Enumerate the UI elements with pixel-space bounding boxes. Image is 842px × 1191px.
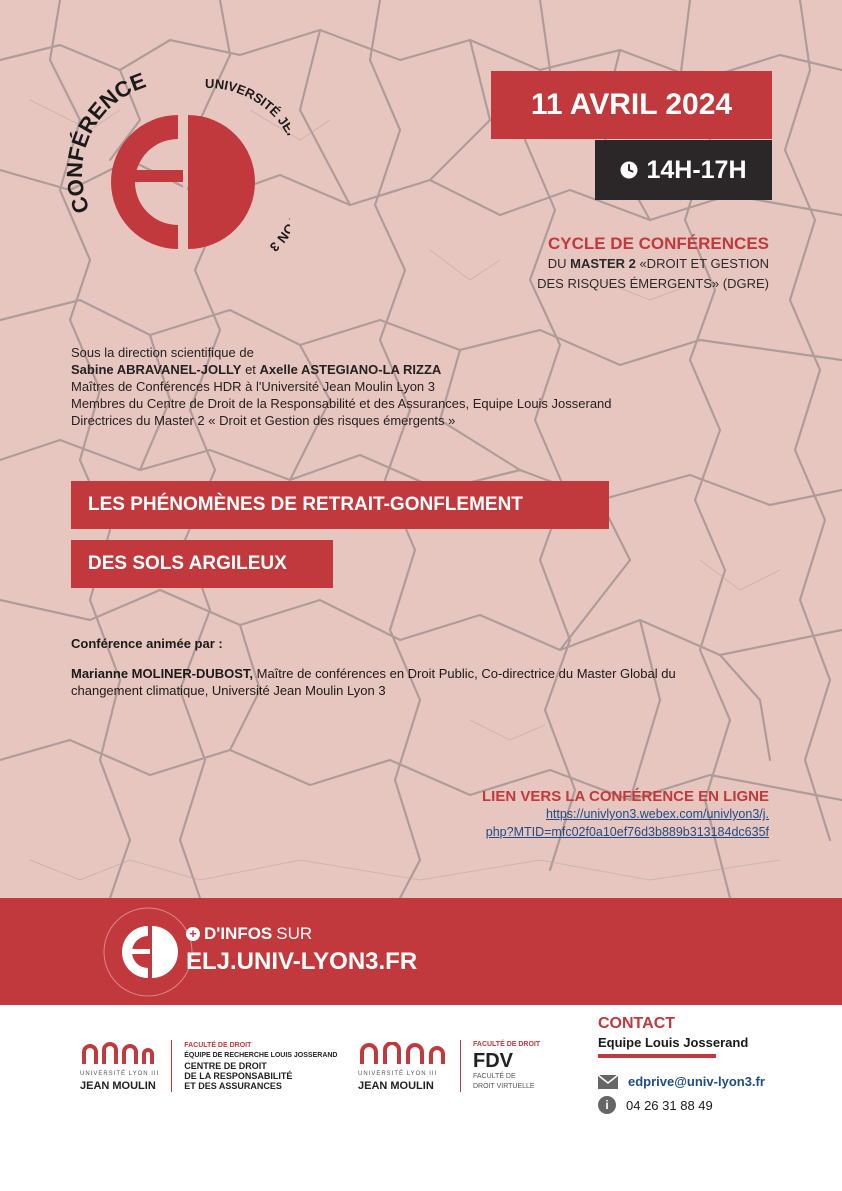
contact-email-row [598,1074,765,1089]
um-name-label: JEAN MOULIN [80,1079,156,1092]
event-time-label: 14H-17H [646,155,747,184]
online-link-url-2[interactable]: php?MTID=mfc02f0a10ef76d3b889b313184dc635f [485,825,769,839]
jean-moulin-mark-icon [80,1042,156,1066]
p2-faculty: FACULTÉ DE DROIT [473,1041,541,1048]
clock-icon [620,161,638,179]
online-link-title: LIEN VERS LA CONFÉRENCE EN LIGNE [482,788,769,805]
scientific-direction [71,344,612,429]
more-info-bold: D'INFOS [204,924,273,943]
direction-intro: Sous la direction scientifique de [71,345,254,360]
jean-moulin-logo [80,1042,159,1091]
cycle-line-1: DU MASTER 2 «DROIT ET GESTION [547,256,769,271]
partner-logo-fdv [358,1040,540,1092]
contact-title: CONTACT [598,1015,676,1032]
um-sub-label: UNIVERSITÉ LYON III [80,1070,160,1077]
direction-line-5: Directrices du Master 2 « Droit et Gestion des risques émergents » [71,413,456,428]
cycle-line-2: DES RISQUES ÉMERGENTS» (DGRE) [537,276,769,291]
direction-line-3: Maîtres de Conférences HDR à l'Université Jean Moulin Lyon 3 [71,379,435,394]
online-conference-link [482,788,769,841]
logo-arc-top-text: CONFÉRENCE [61,67,150,217]
jean-moulin-logo-2 [358,1042,448,1091]
plus-icon: + [186,927,200,941]
contact-phone-row [598,1096,713,1114]
contact-email[interactable]: edprive@univ-lyon3.fr [628,1074,765,1089]
contact-team: Equipe Louis Josserand [598,1035,749,1050]
conference-title-line-2: DES SOLS ARGILEUX [71,540,333,588]
direction-line-4: Membres du Centre de Droit de la Responsabilité et des Assurances, Equipe Louis Josserand [71,396,612,411]
cycle-title: CYCLE DE CONFÉRENCES [547,234,769,253]
p1-line-2: DE LA RESPONSABILITÉ [184,1071,293,1081]
envelope-icon [598,1075,618,1089]
online-link-url-1[interactable]: https://univlyon3.webex.com/univlyon3/j. [545,807,769,821]
website-link[interactable]: ELJ.UNIV-LYON3.FR [186,948,418,975]
more-info-line [186,924,312,944]
p2-fdv: FDV [473,1050,513,1072]
p1-line-3: ET DES ASSURANCES [184,1081,282,1091]
conference-cycle [537,234,769,294]
contact-phone: 04 26 31 88 49 [626,1097,713,1113]
p2-line-2: DROIT VIRTUELLE [473,1083,535,1090]
partner-divider [171,1040,172,1092]
p1-team: ÉQUIPE DE RECHERCHE LOUIS JOSSERAND [184,1052,338,1059]
more-info-thin: SUR [276,924,313,943]
p2-line-1: FACULTÉ DE [473,1073,516,1080]
host-label: Conférence animée par : [71,636,223,651]
p1-line-1: CENTRE DE DROIT [184,1061,267,1071]
info-icon: i [598,1096,616,1114]
direction-names: Sabine ABRAVANEL-JOLLY et Axelle ASTEGIANO-LA RIZZA [71,362,442,377]
event-time [595,140,772,200]
partner-logo-cdra [80,1040,337,1092]
conference-title-line-1: LES PHÉNOMÈNES DE RETRAIT-GONFLEMENT [71,481,609,529]
host-description: Marianne MOLINER-DUBOST, Maître de conférences en Droit Public, Co-directrice du Master Global du changement climatique, Université Jean Moulin Lyon 3 [71,666,676,698]
contact-divider [598,1054,716,1058]
conference-logo [60,60,290,290]
jean-moulin-mark-icon-2 [358,1042,448,1066]
um-sub-label-2: UNIVERSITÉ LYON III [358,1070,438,1077]
event-date: 11 AVRIL 2024 [491,71,772,139]
banner-conference-logo [102,906,194,998]
logo-arc-right-text: UNIVERSITÉ J 3 [204,75,290,255]
p1-faculty: FACULTÉ DE DROIT [184,1042,252,1049]
um-name-label-2: JEAN MOULIN [358,1079,434,1092]
partner-divider-2 [460,1040,461,1092]
